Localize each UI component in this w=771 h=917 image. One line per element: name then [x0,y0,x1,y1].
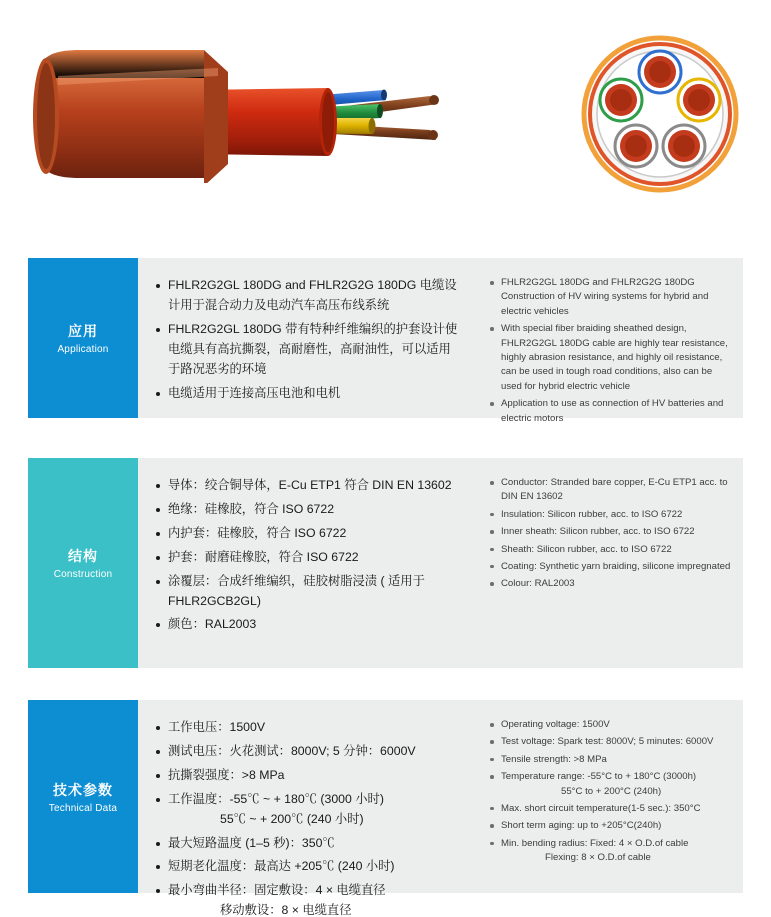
list-item: Conductor: Stranded bare copper, E-Cu ETP1 acc. to DIN EN 13602 [490,476,733,505]
application-english-column [476,276,733,424]
section-label-cn: 结构 [68,548,98,564]
list-item: 测试电压：火花测试：8000V; 5 分钟：6000V [156,742,462,762]
section-label-en: Technical Data [48,802,118,814]
bend-radius-en-line-2: Flexing: 8 × O.D.of cable [545,852,651,864]
temp-range-line-1: 工作温度：-55℃ ~ + 180℃ (3000 小时) [168,791,384,806]
list-item: Sheath: Silicon rubber, acc. to ISO 6722 [490,543,733,557]
section-label-cn: 技术参数 [53,781,113,798]
technical-en-list [490,718,733,866]
section-body-application [138,258,743,424]
section-label-en: Construction [53,569,113,580]
technical-cn-list [156,718,462,917]
list-item: Operating voltage: 1500V [490,718,733,732]
list-item [490,837,733,866]
list-item: Insulation: Silicon rubber, acc. to ISO 6722 [490,508,733,522]
section-technical-data [28,700,743,917]
section-body-technical [138,700,743,917]
technical-english-column [476,718,733,875]
list-item: 绝缘：硅橡胶，符合 ISO 6722 [156,500,462,520]
list-item: 护套：耐磨硅橡胶，符合 ISO 6722 [156,548,462,568]
list-item: Colour: RAL2003 [490,577,733,591]
list-item [156,881,462,917]
section-label-cn: 应用 [68,323,98,339]
bend-radius-line-2: 移动敷设：8 × 电缆直径 [220,903,352,917]
list-item: 工作电压：1500V [156,718,462,738]
bend-radius-line-1: 最小弯曲半径：固定敷设：4 × 电缆直径 [168,883,386,898]
section-label-technical [28,700,138,893]
list-item: 涂覆层：合成纤维编织，硅胶树脂浸渍 ( 适用于 FHLR2GCB2GL) [156,572,462,612]
list-item: FHLR2G2GL 180DG and FHLR2G2G 180DG 电缆设计用于混合动力及电动汽车高压布线系统 [156,276,462,316]
construction-en-list [490,476,733,592]
construction-chinese-column [156,476,476,650]
list-item: Test voltage: Spark test: 8000V; 5 minutes: 6000V [490,735,733,749]
construction-cn-list [156,476,462,635]
temp-range-en-line-1: Temperature range: -55°C to + 180°C (3000h) [501,771,697,783]
section-body-construction [138,458,743,668]
application-chinese-column [156,276,476,400]
section-construction [28,458,743,668]
section-label-application [28,258,138,418]
application-cn-list [156,276,462,403]
section-label-en: Application [57,344,109,355]
construction-english-column [476,476,733,650]
list-item: Coating: Synthetic yarn braiding, silicone impregnated [490,560,733,574]
list-item: 最大短路温度 (1–5 秒)：350℃ [156,834,462,854]
application-en-list [490,276,733,426]
list-item [156,790,462,830]
cable-cutaway-illustration [28,38,448,183]
bend-radius-en-line-1: Min. bending radius: Fixed: 4 × O.D.of cable [501,837,689,849]
list-item: 抗撕裂强度：>8 MPa [156,766,462,786]
section-application [28,258,743,424]
list-item: With special fiber braiding sheathed design, FHLR2G2GL 180DG cable are highly tear resistance, highly abrasion resistance, and highly oil resistance, can be used in tough road conditions, also can be used for hybrid electric vehicle [490,322,733,394]
list-item: FHLR2G2GL 180DG 带有特种纤维编织的护套设计使电缆具有高抗撕裂，高耐磨性，高耐油性，可以适用于路况恶劣的环境 [156,320,462,380]
temp-range-line-2: 55℃ ~ + 200℃ (240 小时) [220,811,364,826]
list-item: 短期老化温度：最高达 +205℃ (240 小时) [156,857,462,877]
list-item: FHLR2G2GL 180DG and FHLR2G2G 180DG Construction of HV wiring systems for hybrid and electric vehicles [490,276,733,319]
list-item: 电缆适用于连接高压电池和电机 [156,384,462,404]
technical-chinese-column [156,718,476,917]
product-illustration-area [0,0,771,236]
section-label-construction [28,458,138,668]
cable-cross-section-diagram [580,34,740,194]
list-item: 颜色：RAL2003 [156,615,462,635]
list-item [490,770,733,799]
list-item: Max. short circuit temperature(1-5 sec.): 350°C [490,802,733,816]
list-item: Short term aging: up to +205°C(240h) [490,819,733,833]
list-item: 导体：绞合铜导体，E-Cu ETP1 符合 DIN EN 13602 [156,476,462,496]
list-item: Tensile strength: >8 MPa [490,753,733,767]
list-item: Inner sheath: Silicon rubber, acc. to ISO 6722 [490,525,733,539]
list-item: 内护套：硅橡胶，符合 ISO 6722 [156,524,462,544]
list-item: Application to use as connection of HV batteries and electric motors [490,397,733,426]
temp-range-en-line-2: 55°C to + 200°C (240h) [561,785,662,797]
